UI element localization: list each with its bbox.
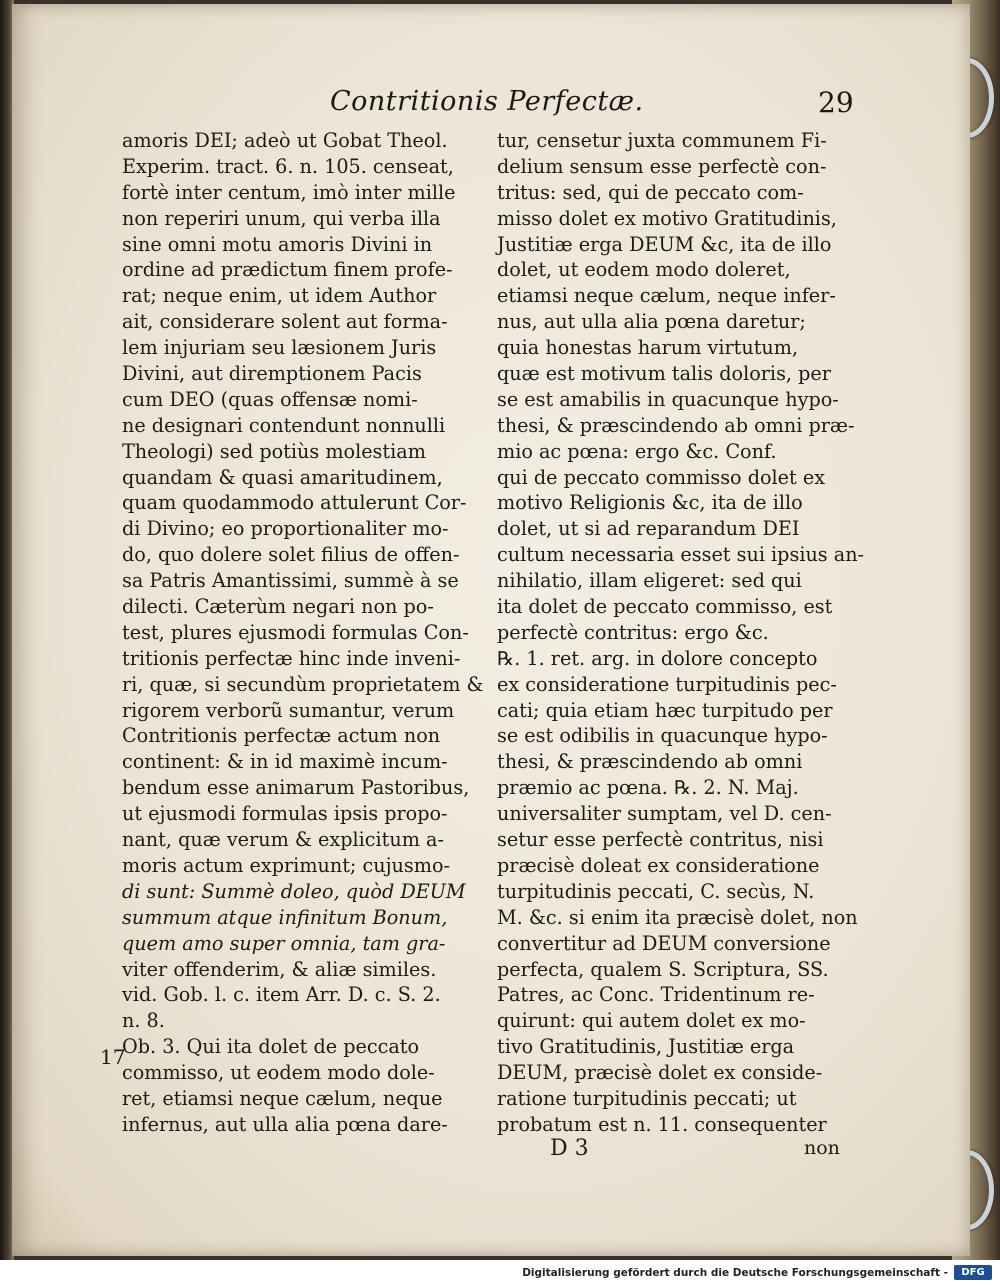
- catchword: non: [804, 1137, 840, 1159]
- left-column-line: n. 8.: [122, 1009, 165, 1033]
- right-column-line: perfectè contritus: ergo &c.: [497, 620, 769, 644]
- right-column-line: perfecta, qualem S. Scriptura, SS.: [497, 957, 829, 981]
- left-column-line: fortè inter centum, imò inter mille: [122, 180, 456, 204]
- left-column-line: di Divino; eo proportionaliter mo-: [122, 517, 449, 541]
- right-column-line: qui de peccato commisso dolet ex: [497, 465, 826, 489]
- dfg-logo: DFG: [954, 1265, 992, 1280]
- digitization-credit: Digitalisierung gefördert durch die Deutsche Forschungsgemeinschaft -: [522, 1267, 948, 1279]
- text-column-right: [497, 128, 865, 1138]
- right-column-line: thesi, & præscindendo ab omni: [497, 750, 803, 774]
- left-column-line: Contritionis perfectæ actum non: [122, 724, 441, 748]
- left-column-line: ordine ad prædictum finem profe-: [122, 258, 453, 282]
- right-column-line: Justitiæ erga DEUM &c, ita de illo: [497, 232, 832, 256]
- left-column-line: quem amo super omnia, tam gra-: [122, 931, 446, 955]
- right-column-line: convertitur ad DEUM conversione: [497, 931, 831, 955]
- right-column-line: mio ac pœna: ergo &c. Conf.: [497, 439, 777, 463]
- right-column-line: probatum est n. 11. consequenter: [497, 1112, 827, 1136]
- right-column-line: misso dolet ex motivo Gratitudinis,: [497, 206, 837, 230]
- right-column-line: tritus: sed, qui de peccato com-: [497, 180, 804, 204]
- left-column-line: sa Patris Amantissimi, summè à se: [122, 569, 459, 593]
- left-column-line: ret, etiamsi neque cælum, neque: [122, 1086, 443, 1110]
- right-column-line: dolet, ut eodem modo doleret,: [497, 258, 791, 282]
- right-column-line: dolet, ut si ad reparandum DEI: [497, 517, 800, 541]
- text-column-left: [122, 128, 484, 1138]
- left-column-line: test, plures ejusmodi formulas Con-: [122, 620, 469, 644]
- right-column-line: ita dolet de peccato commisso, est: [497, 595, 833, 619]
- left-column-line: ri, quæ, si secundùm proprietatem &: [122, 672, 484, 696]
- right-column-line: ratione turpitudinis peccati; ut: [497, 1086, 797, 1110]
- left-column-line: Experim. tract. 6. n. 105. censeat,: [122, 154, 454, 178]
- right-column-line: tivo Gratitudinis, Justitiæ erga: [497, 1035, 795, 1059]
- right-column-line: turpitudinis peccati, C. secùs, N.: [497, 879, 815, 903]
- left-column-line: quam quodammodo attulerunt Cor-: [122, 491, 467, 515]
- right-column-line: delium sensum esse perfectè con-: [497, 154, 827, 178]
- left-column-line: vid. Gob. l. c. item Arr. D. c. S. 2.: [122, 983, 441, 1007]
- left-column-line: do, quo dolere solet filius de offen-: [122, 543, 460, 567]
- left-column-line: ait, considerare solent aut forma-: [122, 310, 448, 334]
- page-number: 29: [818, 86, 854, 119]
- right-column-line: etiamsi neque cælum, neque infer-: [497, 284, 836, 308]
- right-column-line: universaliter sumptam, vel D. cen-: [497, 802, 832, 826]
- left-column-line: quandam & quasi amaritudinem,: [122, 465, 443, 489]
- left-column-line: bendum esse animarum Pastoribus,: [122, 776, 470, 800]
- right-column-line: quæ est motivum talis doloris, per: [497, 362, 831, 386]
- signature-mark: D 3: [550, 1136, 589, 1161]
- right-column-line: ℞. 1. ret. arg. in dolore concepto: [497, 646, 818, 670]
- left-column-line: sine omni motu amoris Divini in: [122, 232, 433, 256]
- right-column-line: cultum necessaria esset sui ipsius an-: [497, 543, 865, 567]
- left-column-line: dilecti. Cæterùm negari non po-: [122, 595, 434, 619]
- left-column-line: Ob. 3. Qui ita dolet de peccato: [122, 1035, 420, 1059]
- left-column-line: ne designari contendunt nonnulli: [122, 413, 446, 437]
- right-column-line: M. &c. si enim ita præcisè dolet, non: [497, 905, 858, 929]
- left-column-line: cum DEO (quas offensæ nomi-: [122, 387, 418, 411]
- left-column-line: Divini, aut diremptionem Pacis: [122, 362, 422, 386]
- left-column-line: rat; neque enim, ut idem Author: [122, 284, 437, 308]
- right-column-line: Patres, ac Conc. Tridentinum re-: [497, 983, 815, 1007]
- right-column-line: quirunt: qui autem dolet ex mo-: [497, 1009, 806, 1033]
- right-column-line: præmio ac pœna. ℞. 2. N. Maj.: [497, 776, 799, 800]
- margin-paragraph-number: 17: [100, 1045, 126, 1069]
- left-column-line: lem injuriam seu læsionem Juris: [122, 336, 437, 360]
- right-column-line: nihilatio, illam eligeret: sed qui: [497, 569, 802, 593]
- right-column-line: se est amabilis in quacunque hypo-: [497, 387, 839, 411]
- left-column-line: rigorem verborũ sumantur, verum: [122, 698, 455, 722]
- left-column-line: di sunt: Summè doleo, quòd DEUM: [122, 879, 466, 903]
- right-column-line: quia honestas harum virtutum,: [497, 336, 799, 360]
- right-column-line: setur esse perfectè contritus, nisi: [497, 828, 824, 852]
- right-column-line: DEUM, præcisè dolet ex conside-: [497, 1061, 823, 1085]
- left-column-line: moris actum exprimunt; cujusmo-: [122, 853, 450, 877]
- left-column-line: Theologi) sed potiùs molestiam: [122, 439, 426, 463]
- right-column-line: ex consideratione turpitudinis pec-: [497, 672, 837, 696]
- right-column-line: thesi, & præscindendo ab omni præ-: [497, 413, 855, 437]
- right-column-line: se est odibilis in quacunque hypo-: [497, 724, 828, 748]
- right-column-line: præcisè doleat ex consideratione: [497, 853, 820, 877]
- right-column-line: tur, censetur juxta communem Fi-: [497, 129, 827, 152]
- left-column-line: tritionis perfectæ hinc inde inveni-: [122, 646, 461, 670]
- right-column-line: nus, aut ulla alia pœna daretur;: [497, 310, 806, 334]
- right-column-line: cati; quia etiam hæc turpitudo per: [497, 698, 833, 722]
- right-column-line: motivo Religionis &c, ita de illo: [497, 491, 803, 515]
- left-column-line: summum atque infinitum Bonum,: [122, 905, 448, 929]
- left-column-line: amoris DEI; adeò ut Gobat Theol.: [122, 129, 448, 152]
- left-column-line: nant, quæ verum & explicitum a-: [122, 828, 444, 852]
- left-column-line: infernus, aut ulla alia pœna dare-: [122, 1112, 448, 1136]
- left-column-line: non reperiri unum, qui verba illa: [122, 206, 441, 230]
- left-column-line: commisso, ut eodem modo dole-: [122, 1061, 435, 1085]
- left-column-line: ut ejusmodi formulas ipsis propo-: [122, 802, 448, 826]
- running-title: Contritionis Perfectæ.: [330, 86, 644, 117]
- left-column-line: viter offenderim, & aliæ similes.: [122, 957, 437, 981]
- left-column-line: continent: & in id maximè incum-: [122, 750, 448, 774]
